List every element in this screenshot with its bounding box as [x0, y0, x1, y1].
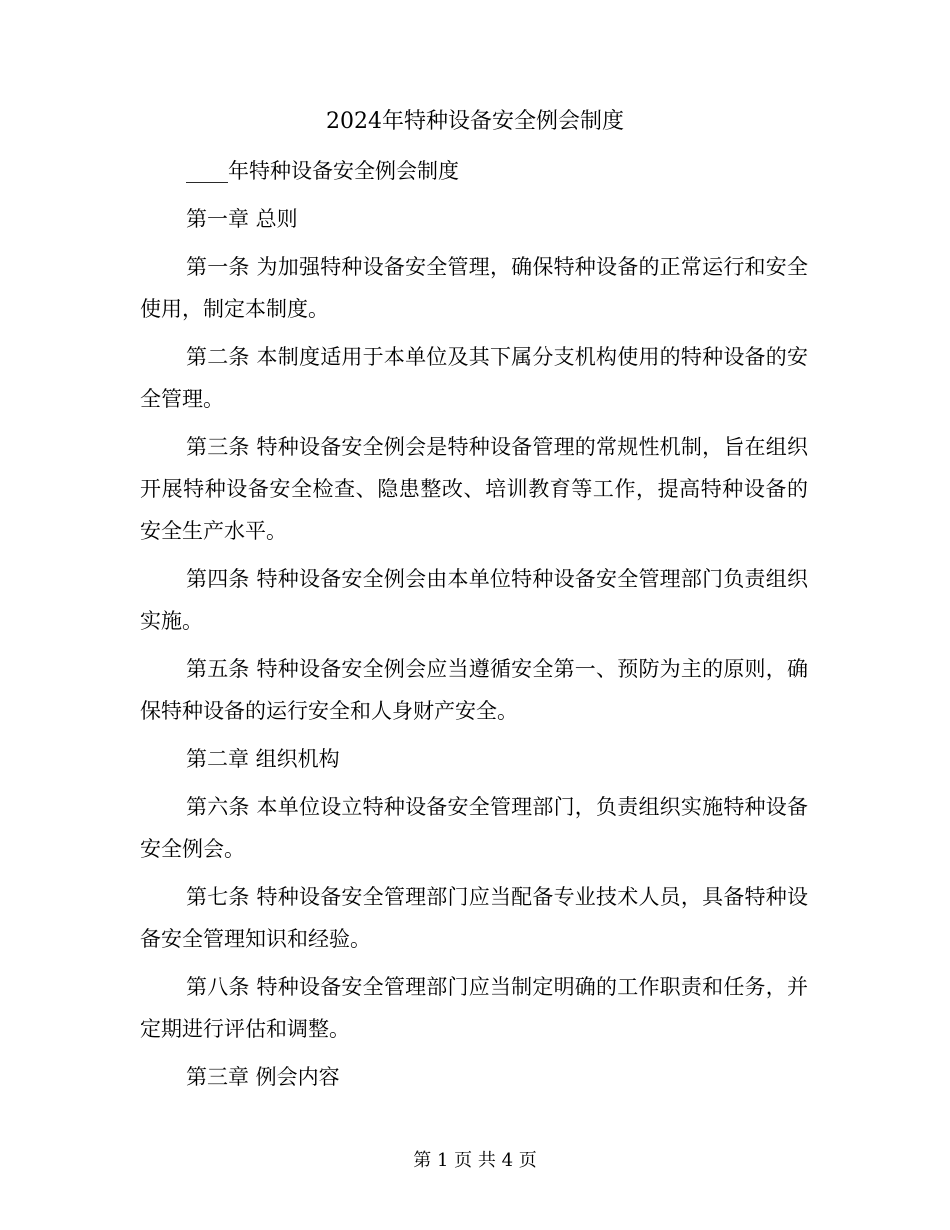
document-title: 2024年特种设备安全例会制度: [326, 109, 624, 134]
chapter-heading-3: 第三章 例会内容: [186, 1065, 340, 1089]
article-1: 第一条 为加强特种设备安全管理，确保特种设备的正常运行和安全使用，制定本制度。: [140, 255, 808, 321]
document-body: [140, 150, 808, 1104]
article-4: 第四条 特种设备安全例会由本单位特种设备安全管理部门负责组织实施。: [140, 567, 808, 633]
article-3: 第三条 特种设备安全例会是特种设备管理的常规性机制，旨在组织开展特种设备安全检查、隐患整改、培训教育等工作，提高特种设备的安全生产水平。: [140, 435, 808, 543]
chapter-heading-2: 第二章 组织机构: [186, 747, 340, 771]
article-2: 第二条 本制度适用于本单位及其下属分支机构使用的特种设备的安全管理。: [140, 345, 808, 411]
subtitle-paragraph: ____年特种设备安全例会制度: [186, 159, 459, 183]
article-7: 第七条 特种设备安全管理部门应当配备专业技术人员，具备特种设备安全管理知识和经验。: [140, 885, 808, 951]
page-number-footer: 第 1 页 共 4 页: [413, 1150, 537, 1171]
article-5: 第五条 特种设备安全例会应当遵循安全第一、预防为主的原则，确保特种设备的运行安全和人身财产安全。: [140, 657, 808, 723]
article-8: 第八条 特种设备安全管理部门应当制定明确的工作职责和任务，并定期进行评估和调整。: [140, 975, 808, 1041]
article-6: 第六条 本单位设立特种设备安全管理部门，负责组织实施特种设备安全例会。: [140, 795, 808, 861]
chapter-heading-1: 第一章 总则: [186, 207, 298, 231]
